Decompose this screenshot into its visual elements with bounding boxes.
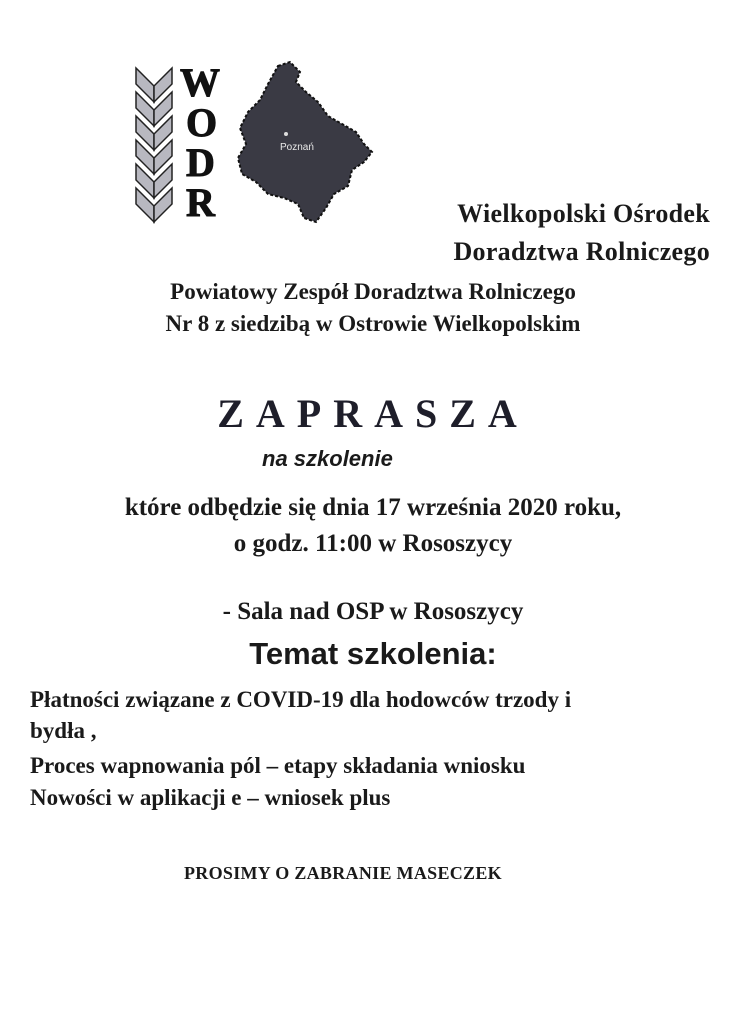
logo-letter-d: D [186, 140, 215, 185]
mask-notice: PROSIMY O ZABRANIE MASECZEK [184, 863, 502, 883]
event-venue: - Sala nad OSP w Rososzycy [222, 598, 524, 625]
logo-letter-w: W [180, 60, 220, 105]
topic-line-1: Płatności związane z COVID-19 dla hodowców trzody i [30, 687, 572, 712]
headline-zaprasza: ZAPRASZA [217, 391, 529, 436]
map-city-label: Poznań [280, 142, 314, 153]
organization-name-line1: Wielkopolski Ośrodek [457, 199, 710, 228]
logo-letter-o: O [186, 100, 218, 145]
wielkopolska-map-icon [238, 62, 372, 222]
organization-name-line2: Doradztwa Rolniczego [453, 237, 710, 266]
logo-letter-r: R [186, 180, 215, 225]
event-time-place: o godz. 11:00 w Rososzycy [233, 530, 513, 557]
team-line1: Powiatowy Zespół Doradztwa Rolniczego [170, 279, 576, 304]
topic-line-2: bydła , [30, 718, 97, 743]
topic-line-4: Nowości w aplikacji e – wniosek plus [30, 785, 391, 810]
wheat-arrow-icon [136, 68, 172, 222]
wodr-logo [128, 58, 388, 230]
event-date: które odbędzie się dnia 17 września 2020 roku, [124, 494, 622, 521]
topics-heading: Temat szkolenia: [249, 636, 497, 671]
subtitle-training: na szkolenie [262, 446, 393, 471]
team-line2: Nr 8 z siedzibą w Ostrowie Wielkopolskim [165, 311, 581, 336]
topic-line-3: Proces wapnowania pól – etapy składania wniosku [30, 753, 526, 778]
wodr-letters [180, 60, 220, 225]
